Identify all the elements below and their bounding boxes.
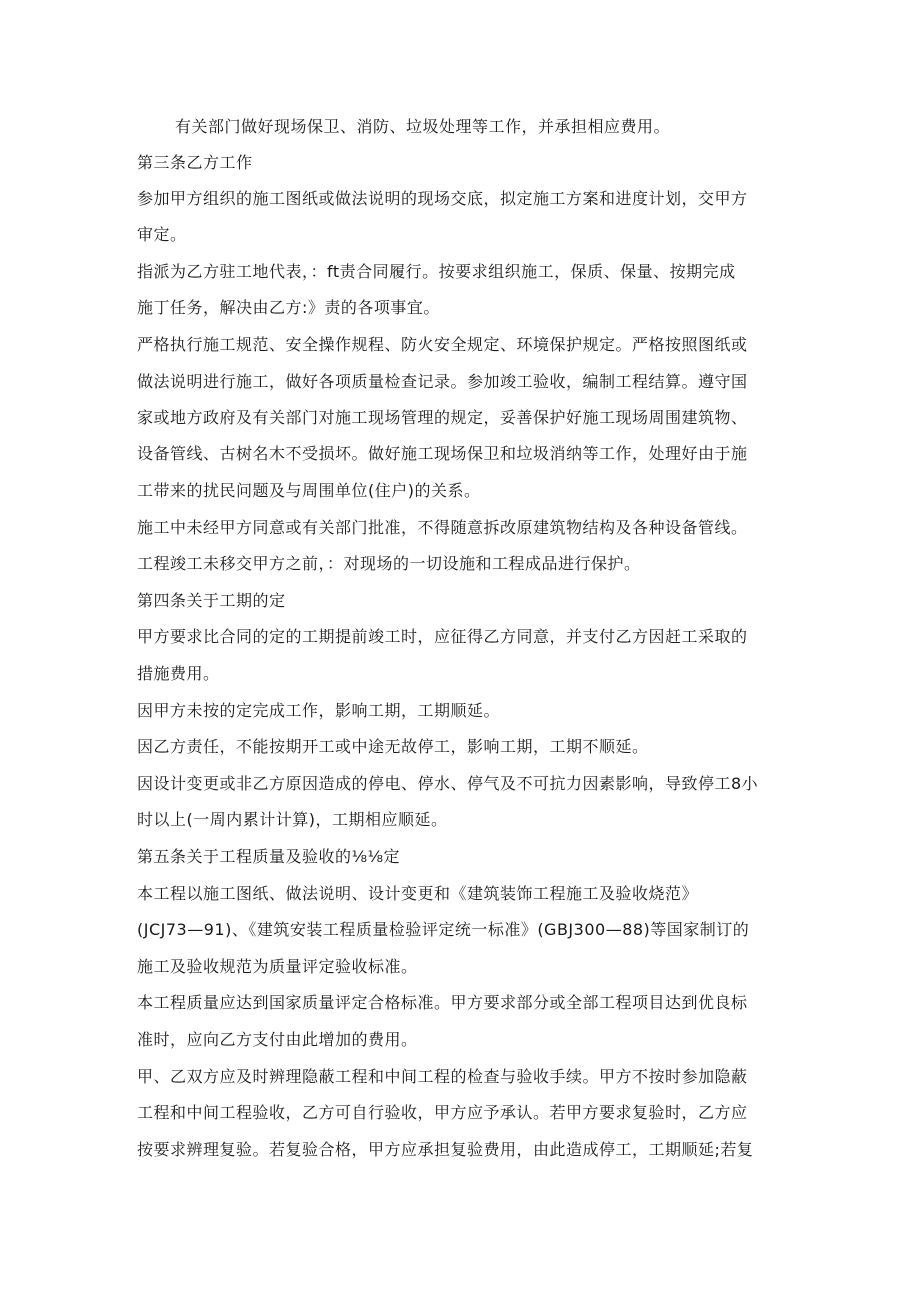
paragraph-line: 措施费用。	[137, 664, 220, 683]
section-heading: 第四条关于工期的定	[137, 591, 286, 610]
section-heading: 第三条乙方工作	[137, 153, 253, 172]
paragraph-line: 施工中未经甲方同意或有关部门批准，不得随意拆改原建筑物结构及各种设备管线。	[137, 518, 748, 537]
paragraph-line: 准时，应向乙方支付由此增加的费用。	[137, 1030, 418, 1049]
paragraph-line: 因甲方未按的定完成工作，影响工期，工期顺延。	[137, 701, 501, 720]
paragraph-line: 做法说明进行施工，做好各项质量检查记录。参加竣工验收，编制工程结算。遵守国	[137, 372, 748, 391]
paragraph-line: 审定。	[137, 225, 187, 244]
paragraph-line: 按要求辨理复验。若复验合格，甲方应承担复验费用，由此造成停工，工期顺延;若复	[137, 1140, 754, 1159]
section-heading: 第五条关于工程质量及验收的⅛⅛定	[137, 847, 401, 866]
paragraph-line: 甲、乙双方应及时辨理隐蔽工程和中间工程的检查与验收手续。甲方不按时参加隐蔽	[137, 1067, 748, 1086]
paragraph-line: (JCJ73—91)、《建筑安装工程质量检验评定统一标准》(GBJ300—88)等国家制订的	[137, 920, 750, 939]
paragraph-line: 工程和中间工程验收，乙方可自行验收，甲方应予承认。若甲方要求复验时，乙方应	[137, 1103, 748, 1122]
paragraph-line: 时以上(一周内累计计算)，工期相应顺延。	[137, 810, 448, 829]
paragraph-line: 参加甲方组织的施工图纸或做法说明的现场交底，拟定施工方案和进度计划，交甲方	[137, 189, 748, 208]
paragraph-line: 因设计变更或非乙方原因造成的停电、停水、停气及不可抗力因素影响，导致停工8小	[137, 774, 759, 793]
paragraph-line: 家或地方政府及有关部门对施工现场管理的规定，妥善保护好施工现场周围建筑物、	[137, 408, 748, 427]
paragraph-line: 严格执行施工规范、安全操作规程、防火安全规定、环境保护规定。严格按照图纸或	[137, 335, 748, 354]
paragraph-line: 有关部门做好现场保卫、消防、垃圾处理等工作，并承担相应费用。	[175, 117, 671, 136]
paragraph-line: 工程竣工未移交甲方之前，：对现场的一切设施和工程成品进行保护。	[137, 554, 641, 573]
paragraph-line: 甲方要求比合同的定的工期提前竣工时，应征得乙方同意，并支付乙方因赶工采取的	[137, 627, 748, 646]
paragraph-line: 指派为乙方驻工地代表，：ft责合同履行。按要求组织施工，保质、保量、按期完成	[137, 262, 736, 281]
paragraph-line: 因乙方责任，不能按期开工或中途无故停工，影响工期，工期不顺延。	[137, 737, 649, 756]
paragraph-line: 工带来的扰民问题及与周围单位(住户)的关系。	[137, 481, 481, 500]
paragraph-line: 本工程质量应达到国家质量评定合格标准。甲方要求部分或全部工程项目达到优良标	[137, 993, 748, 1012]
paragraph-line: 本工程以施工图纸、做法说明、设计变更和《建筑装饰工程施工及验收烧范》	[137, 884, 699, 903]
paragraph-line: 施工及验收规范为质量评定验收标准。	[137, 957, 418, 976]
paragraph-line: 设备管线、古树名木不受损坏。做好施工现场保卫和垃圾消纳等工作，处理好由于施	[137, 444, 748, 463]
paragraph-line: 施丁任务，解决由乙方:》责的各项事宜。	[137, 298, 440, 317]
